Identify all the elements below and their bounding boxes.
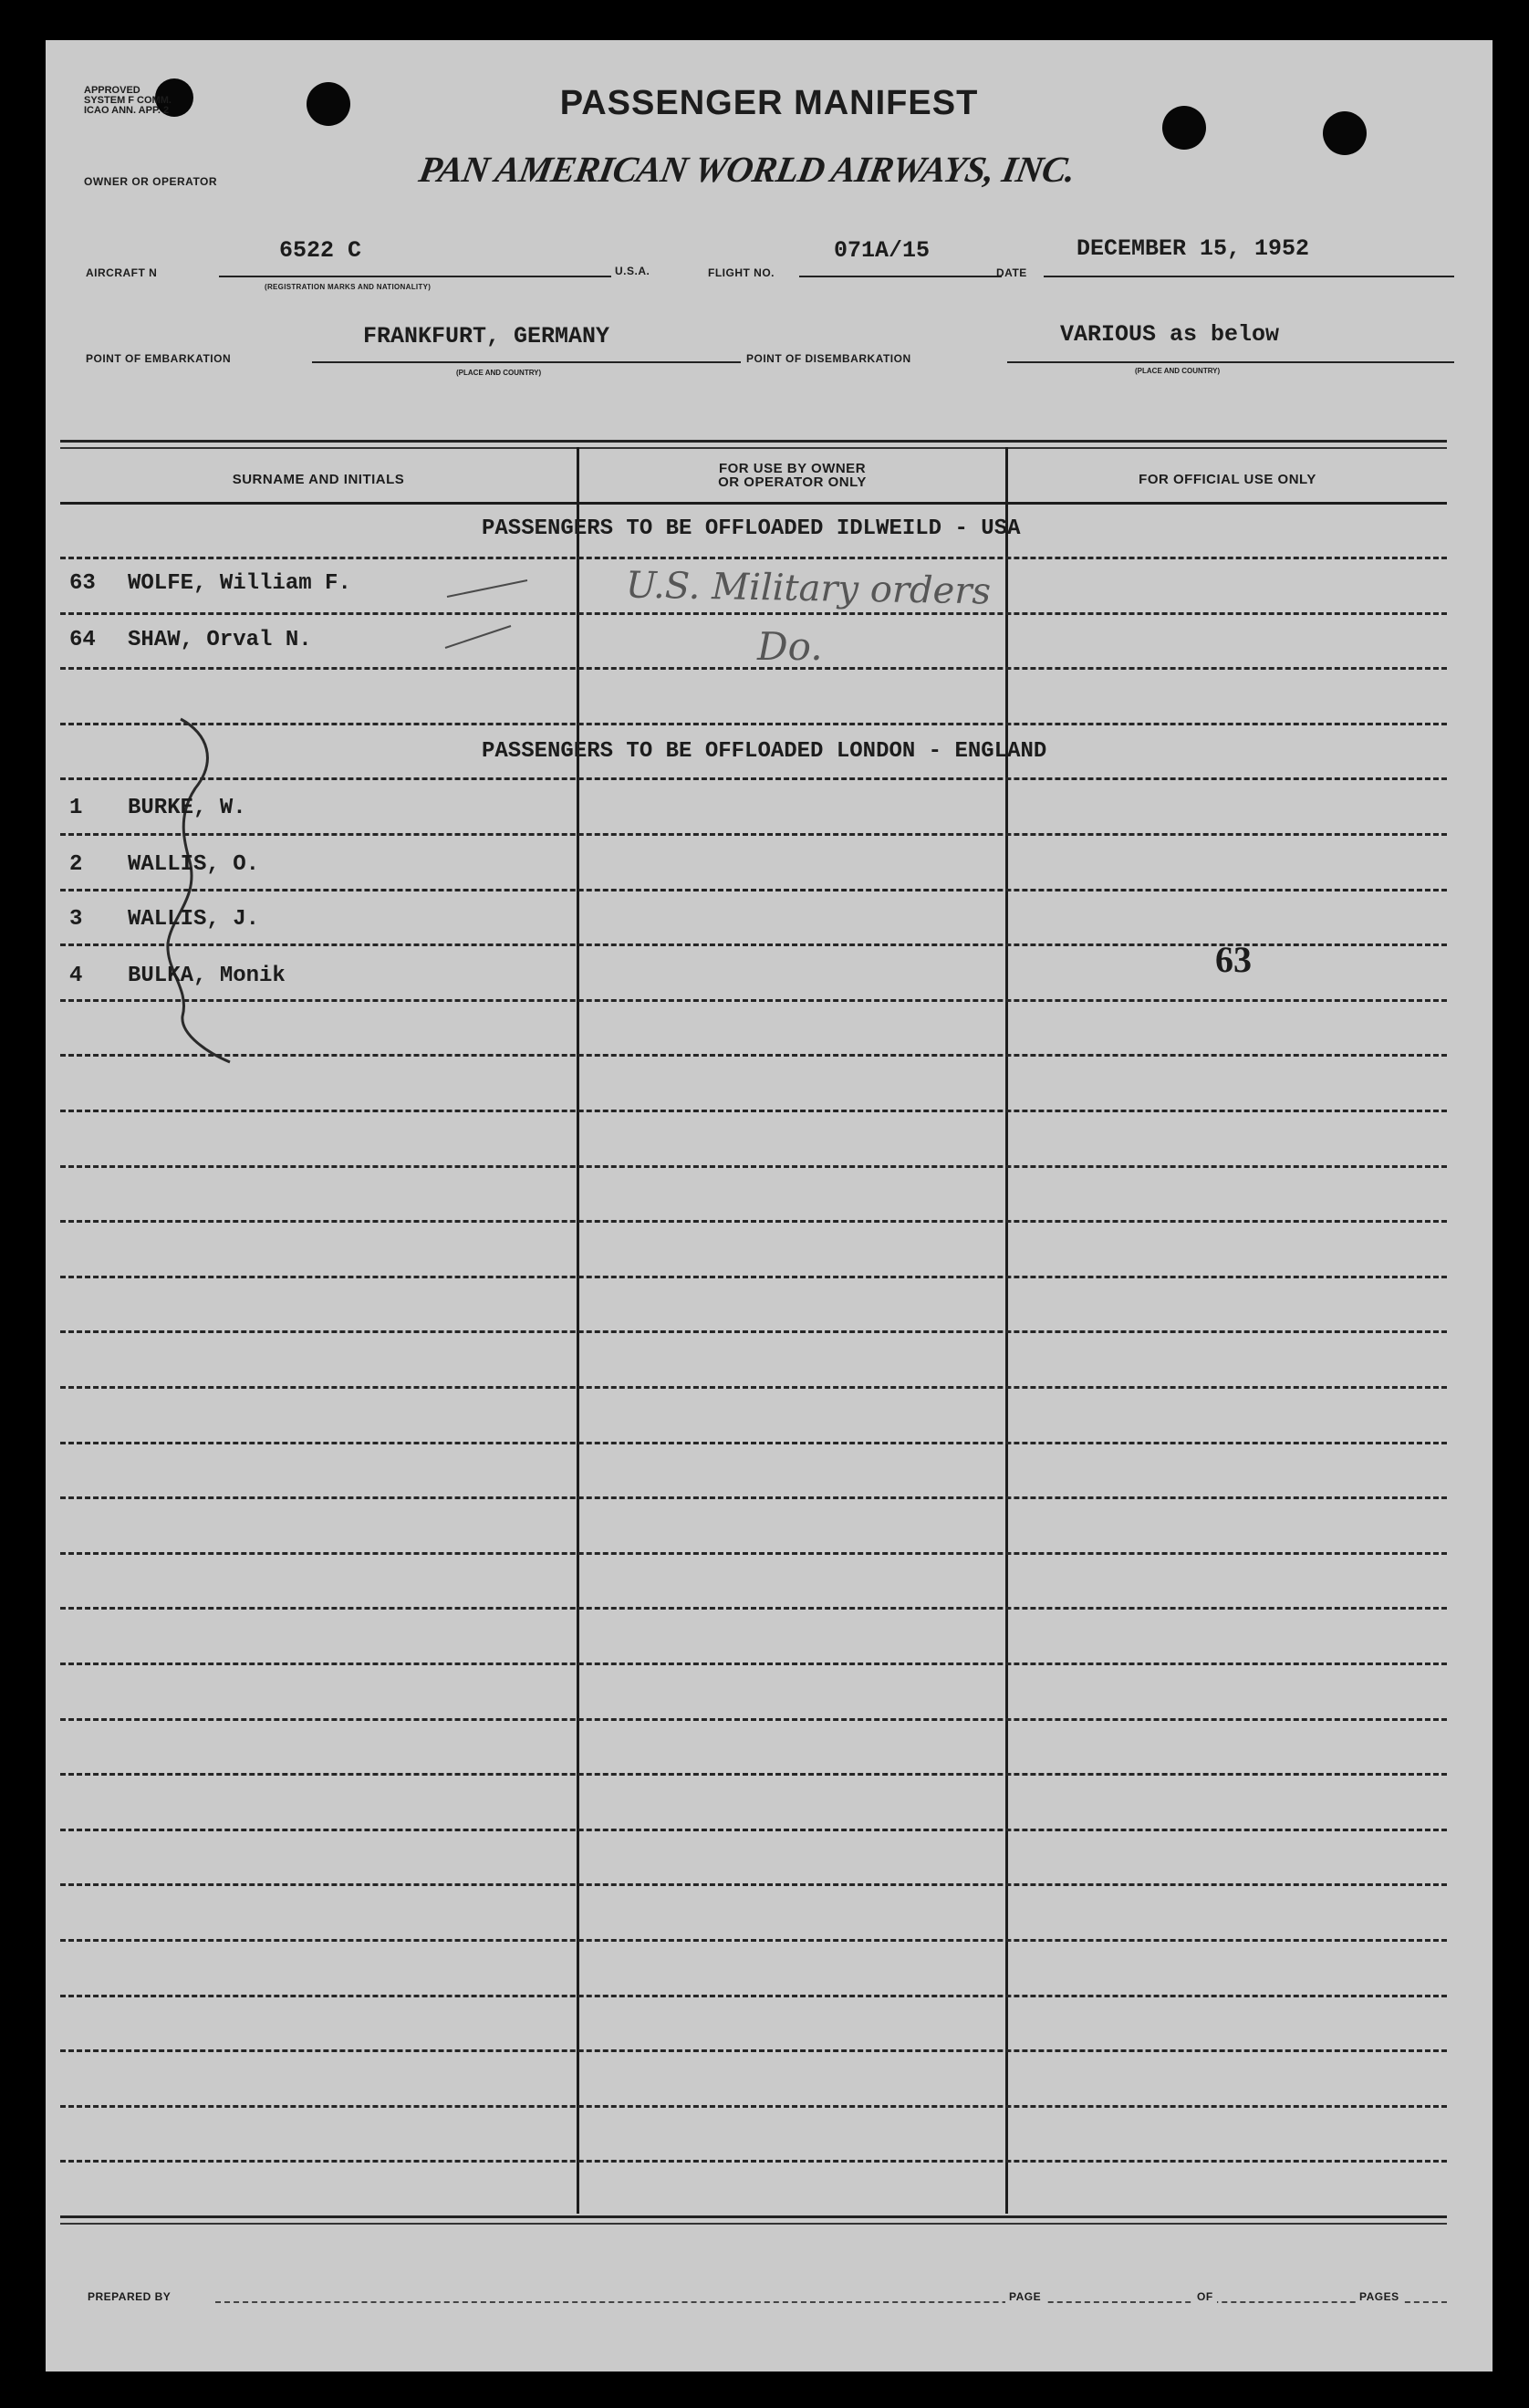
embarkation-point: FRANKFURT, GERMANY: [363, 323, 610, 349]
form-title: PASSENGER MANIFEST: [559, 84, 979, 122]
passenger-name: WALLIS, J.: [128, 907, 260, 932]
flight-number: 071A/15: [834, 237, 931, 264]
bracket-mark-icon: [144, 715, 235, 1071]
disembarkation-point: VARIOUS as below: [1060, 321, 1280, 348]
check-mark-icon: [443, 564, 553, 655]
ruled-line: [60, 2049, 1447, 2052]
ruled-line: [60, 723, 1447, 725]
ruled-line: [60, 889, 1447, 891]
disembarkation-label: POINT OF DISEMBARKATION: [746, 352, 911, 365]
company-name: PAN AMERICAN WORLD AIRWAYS, INC.: [416, 149, 1079, 190]
ruled-line: [60, 1386, 1447, 1389]
aircraft-label: AIRCRAFT N: [86, 266, 158, 279]
handwritten-note: Do.: [757, 624, 823, 669]
table-row: [69, 852, 259, 877]
ruled-line: [60, 667, 1447, 670]
passenger-name: WALLIS, O.: [128, 852, 260, 877]
ruled-line: [60, 777, 1447, 780]
ruled-line: [60, 1829, 1447, 1831]
section-heading: PASSENGERS TO BE OFFLOADED LONDON - ENGLAND: [482, 739, 1047, 764]
row-number: 1: [69, 796, 83, 820]
ruled-line: [60, 1330, 1447, 1333]
owner-operator-label: OWNER OR OPERATOR: [84, 175, 218, 188]
column-header-surname: SURNAME AND INITIALS: [232, 472, 405, 487]
row-number: 4: [69, 964, 83, 988]
ruled-line: [60, 1220, 1447, 1223]
prepared-by-label: PREPARED BY: [88, 2290, 172, 2303]
passenger-name: SHAW, Orval N.: [128, 628, 312, 652]
ruled-line: [60, 1995, 1447, 1997]
disembarkation-caption: (PLACE AND COUNTRY): [1135, 367, 1221, 375]
table-row: [69, 796, 246, 820]
ruled-line: [60, 1276, 1447, 1278]
row-number: 64: [69, 628, 96, 652]
flight-date: DECEMBER 15, 1952: [1077, 235, 1310, 262]
ruled-line: [60, 1165, 1447, 1168]
table-row: [69, 964, 286, 988]
ruled-line: [60, 833, 1447, 836]
passenger-name: BURKE, W.: [128, 796, 246, 820]
column-header-owner: FOR USE BY OWNER OR OPERATOR ONLY: [718, 461, 867, 490]
ruled-line: [60, 1552, 1447, 1555]
handwritten-note: U.S. Military orders: [625, 564, 992, 613]
usa-label: U.S.A.: [615, 265, 650, 277]
table-row: [69, 628, 312, 652]
ruled-line: [60, 1718, 1447, 1721]
page-label: PAGE: [1005, 2290, 1045, 2303]
row-number: 2: [69, 852, 83, 877]
ruled-line: [60, 1663, 1447, 1665]
section-heading: PASSENGERS TO BE OFFLOADED IDLWEILD - USA: [482, 516, 1021, 541]
date-label: DATE: [996, 266, 1027, 279]
ruled-line: [60, 2160, 1447, 2163]
embarkation-caption: (PLACE AND COUNTRY): [456, 369, 542, 377]
column-header-official: FOR OFFICIAL USE ONLY: [1139, 472, 1316, 487]
pages-label: PAGES: [1356, 2290, 1403, 2303]
registration-caption: (REGISTRATION MARKS AND NATIONALITY): [265, 283, 432, 291]
aircraft-number: 6522 C: [279, 237, 362, 264]
ruled-line: [60, 1110, 1447, 1112]
passenger-name: BULKA, Monik: [128, 964, 286, 988]
ruled-line: [60, 1496, 1447, 1499]
ruled-line: [60, 1773, 1447, 1776]
ruled-line: [60, 1883, 1447, 1886]
ruled-line: [60, 2105, 1447, 2108]
table-row: [69, 571, 351, 596]
ruled-line: [60, 1607, 1447, 1610]
flight-label: FLIGHT NO.: [708, 266, 775, 279]
ruled-line: [60, 612, 1447, 615]
manifest-sheet: [46, 40, 1493, 2372]
official-page-number: 63: [1215, 939, 1252, 980]
ruled-line: [60, 1054, 1447, 1057]
row-number: 63: [69, 571, 96, 596]
ruled-line: [60, 1939, 1447, 1942]
ruled-line: [60, 1442, 1447, 1444]
embarkation-label: POINT OF EMBARKATION: [86, 352, 232, 365]
of-label: OF: [1193, 2290, 1217, 2303]
ruled-line: [60, 999, 1447, 1002]
approval-note: APPROVED SYSTEM F COMM. ICAO ANN. APP. 2: [84, 85, 172, 116]
row-number: 3: [69, 907, 83, 932]
table-row: [69, 907, 259, 932]
passenger-name: WOLFE, William F.: [128, 571, 351, 596]
ruled-line: [60, 557, 1447, 559]
